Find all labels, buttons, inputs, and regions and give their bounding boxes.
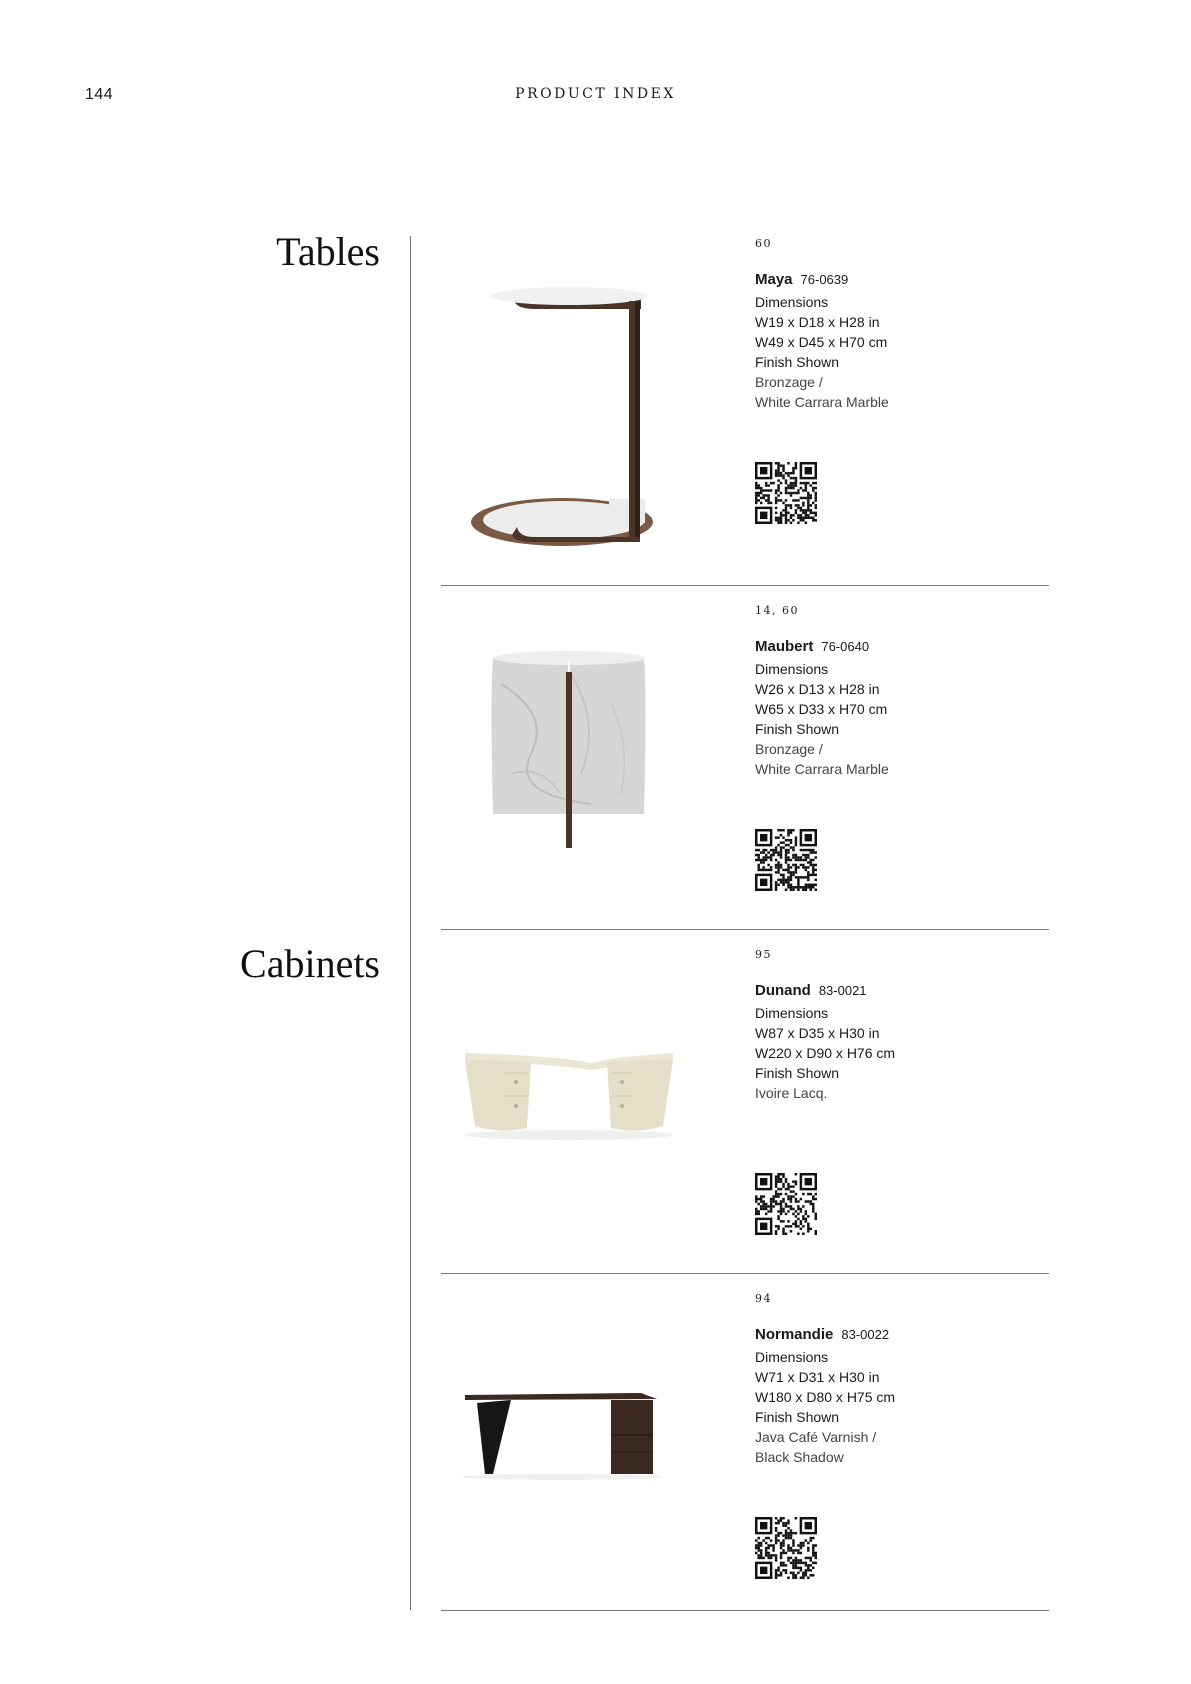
product-sku: 76-0639 [800, 272, 849, 287]
finish-value: Java Café Varnish / [755, 1429, 877, 1445]
product-specs [755, 292, 889, 412]
dimensions-inches: W19 x D18 x H28 in [755, 314, 880, 330]
page-number: 144 [85, 86, 114, 103]
finish-value: Bronzage / [755, 374, 823, 390]
product-title [755, 1326, 889, 1343]
product-name: Normandie [755, 1326, 834, 1343]
dimensions-inches: W71 x D31 x H30 in [755, 1369, 880, 1385]
product-image-maya [441, 237, 751, 577]
section-heading-tables: Tables [276, 229, 380, 274]
page-references: 95 [755, 948, 772, 961]
dimensions-cm: W49 x D45 x H70 cm [755, 334, 888, 350]
finish-label: Finish Shown [755, 354, 840, 370]
header-title: PRODUCT INDEX [515, 86, 676, 102]
dimensions-inches: W26 x D13 x H28 in [755, 681, 880, 697]
product-entry [441, 1292, 1049, 1632]
entry-divider [441, 1610, 1049, 1611]
page-references: 14, 60 [755, 604, 799, 617]
product-title [755, 982, 867, 999]
product-specs [755, 1003, 895, 1103]
dimensions-cm: W220 x D90 x H76 cm [755, 1045, 896, 1061]
dimensions-inches: W87 x D35 x H30 in [755, 1025, 880, 1041]
entry-divider [441, 1273, 1049, 1274]
product-sku: 76-0640 [821, 639, 870, 654]
dimensions-cm: W180 x D80 x H75 cm [755, 1389, 896, 1405]
dimensions-cm: W65 x D33 x H70 cm [755, 701, 888, 717]
product-specs [755, 659, 889, 779]
finish-value: Bronzage / [755, 741, 823, 757]
finish-label: Finish Shown [755, 1065, 840, 1081]
page-references: 60 [755, 237, 772, 250]
finish-value: White Carrara Marble [755, 394, 889, 410]
product-entry [441, 948, 1049, 1288]
finish-label: Finish Shown [755, 721, 840, 737]
finish-value: Ivoire Lacq. [755, 1085, 828, 1101]
finish-label: Finish Shown [755, 1409, 840, 1425]
qr-code[interactable] [755, 462, 817, 524]
product-name: Dunand [755, 982, 811, 999]
product-image-maubert [441, 604, 751, 944]
entry-divider [441, 929, 1049, 930]
dimensions-label: Dimensions [755, 294, 829, 310]
entry-divider [441, 585, 1049, 586]
product-image-normandie [441, 1292, 751, 1632]
dimensions-label: Dimensions [755, 1349, 829, 1365]
product-sku: 83-0022 [841, 1327, 890, 1342]
dimensions-label: Dimensions [755, 1005, 829, 1021]
product-title [755, 271, 848, 288]
finish-value: Black Shadow [755, 1449, 844, 1465]
product-image-dunand [441, 948, 751, 1288]
product-entry [441, 604, 1049, 944]
product-specs [755, 1347, 895, 1467]
product-name: Maya [755, 271, 793, 288]
finish-value: White Carrara Marble [755, 761, 889, 777]
product-sku: 83-0021 [818, 983, 867, 998]
qr-code[interactable] [755, 1517, 817, 1579]
section-heading-cabinets: Cabinets [240, 941, 380, 986]
qr-code[interactable] [755, 1173, 817, 1235]
page-references: 94 [755, 1292, 772, 1305]
product-entry [441, 237, 1049, 577]
section-divider-vertical [410, 236, 411, 1610]
dimensions-label: Dimensions [755, 661, 829, 677]
product-name: Maubert [755, 638, 814, 655]
product-title [755, 638, 869, 655]
qr-code[interactable] [755, 829, 817, 891]
